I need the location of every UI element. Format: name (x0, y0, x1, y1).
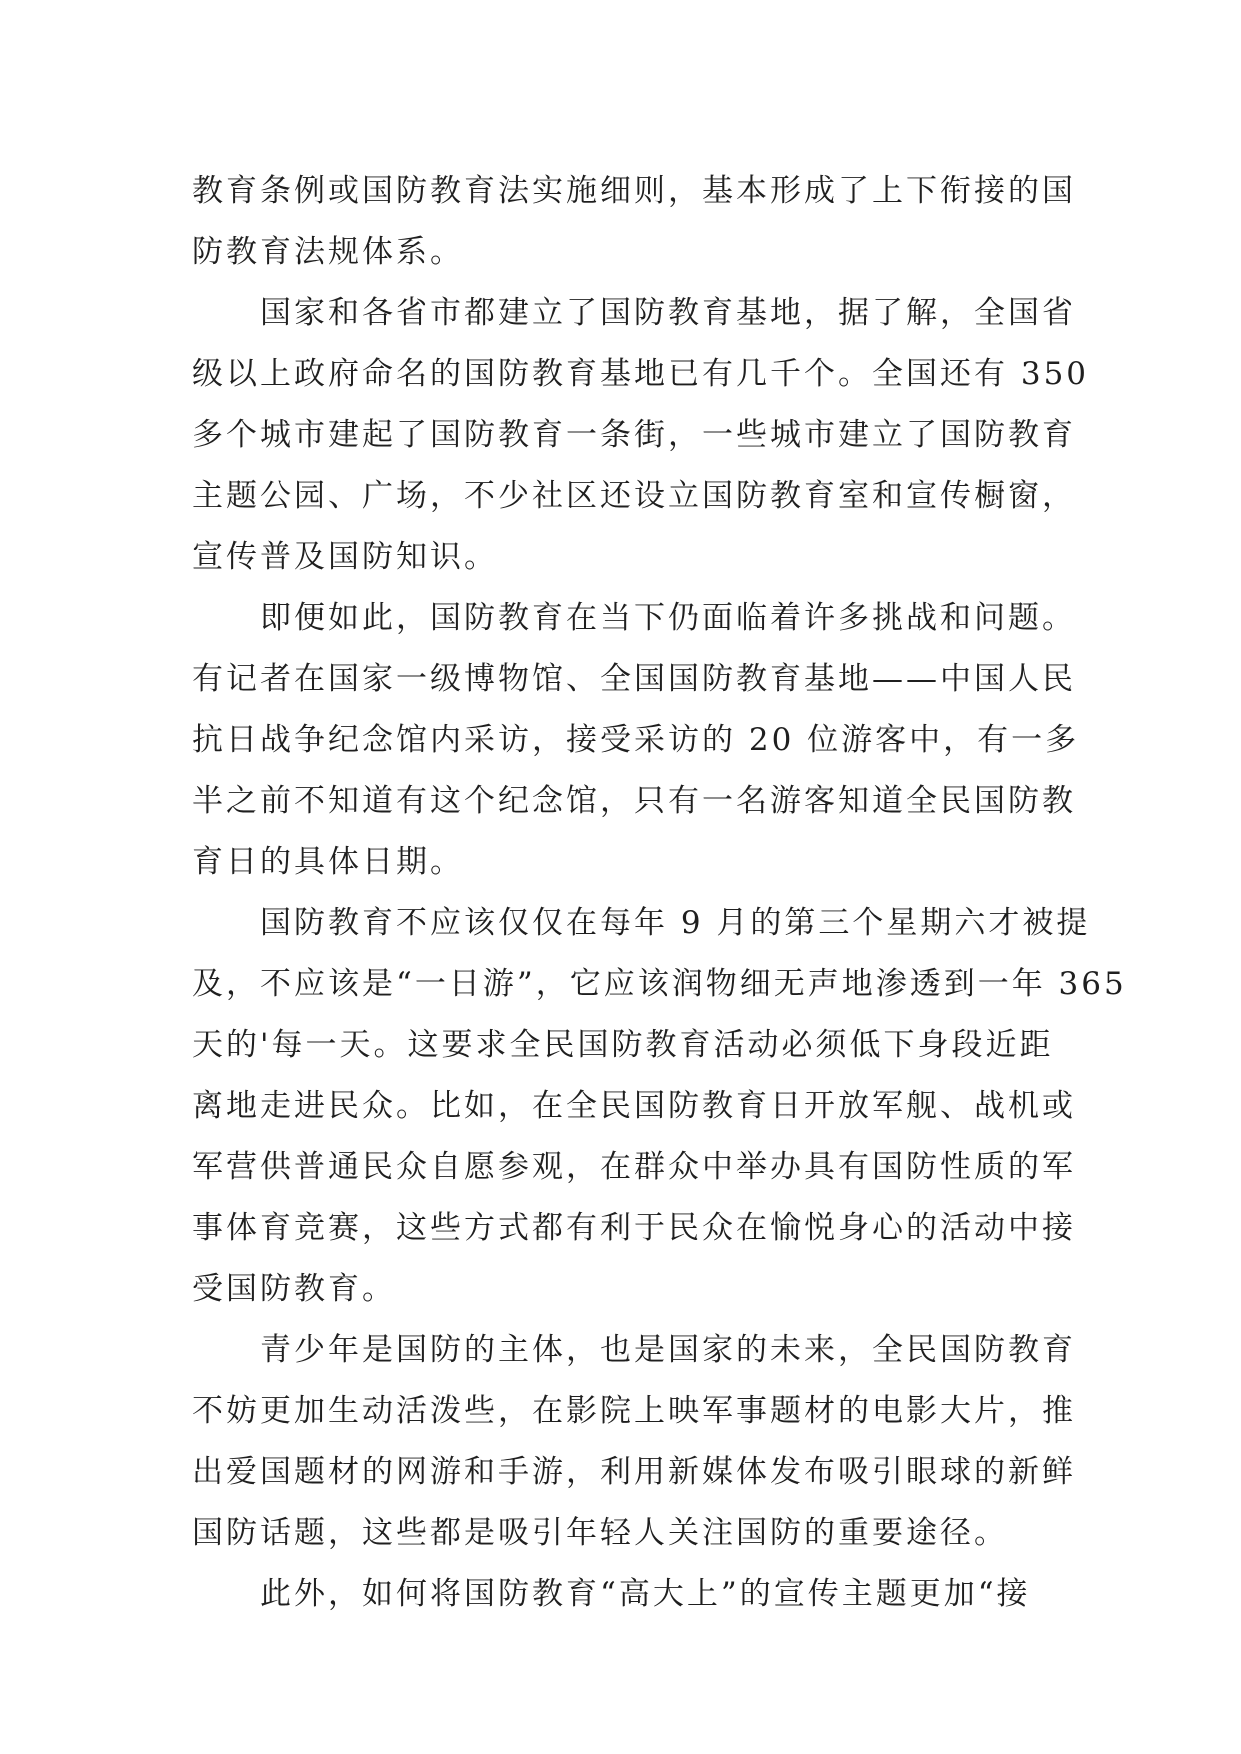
text-line: 离地走进民众。比如，在全民国防教育日开放军舰、战机或 (192, 1088, 1076, 1124)
text-line: 事体育竞赛，这些方式都有利于民众在愉悦身心的活动中接 (192, 1210, 1076, 1246)
text-line: 半之前不知道有这个纪念馆，只有一名游客知道全民国防教 (192, 783, 1076, 819)
text-line: 国防话题，这些都是吸引年轻人关注国防的重要途径。 (192, 1515, 1008, 1551)
text-line: 国家和各省市都建立了国防教育基地，据了解，全国省 (192, 295, 1076, 331)
text-line: 国防教育不应该仅仅在每年 9 月的第三个星期六才被提 (192, 905, 1091, 941)
text-line: 抗日战争纪念馆内采访，接受采访的 20 位游客中，有一多 (192, 722, 1080, 758)
text-line: 防教育法规体系。 (192, 234, 464, 270)
text-line: 即便如此，国防教育在当下仍面临着许多挑战和问题。 (192, 600, 1076, 636)
text-line: 出爱国题材的网游和手游，利用新媒体发布吸引眼球的新鲜 (192, 1454, 1076, 1490)
text-line: 受国防教育。 (192, 1271, 396, 1307)
body-text (192, 161, 1127, 1625)
text-line: 此外，如何将国防教育“高大上”的宣传主题更加“接 (192, 1576, 1031, 1612)
text-line: 不妨更加生动活泼些，在影院上映军事题材的电影大片，推 (192, 1393, 1076, 1429)
text-line: 有记者在国家一级博物馆、全国国防教育基地——中国人民 (192, 661, 1076, 697)
text-line: 宣传普及国防知识。 (192, 539, 498, 575)
text-line: 及，不应该是“一日游”，它应该润物细无声地渗透到一年 365 (192, 966, 1127, 1002)
text-line: 教育条例或国防教育法实施细则，基本形成了上下衔接的国 (192, 173, 1076, 209)
text-line: 级以上政府命名的国防教育基地已有几千个。全国还有 350 (192, 356, 1090, 392)
text-line: 军营供普通民众自愿参观，在群众中举办具有国防性质的军 (192, 1149, 1076, 1185)
text-line: 青少年是国防的主体，也是国家的未来，全民国防教育 (192, 1332, 1076, 1368)
text-line: 天的'每一天。这要求全民国防教育活动必须低下身段近距 (192, 1027, 1054, 1063)
text-line: 育日的具体日期。 (192, 844, 464, 880)
text-line: 主题公园、广场，不少社区还设立国防教育室和宣传橱窗， (192, 478, 1076, 514)
text-line: 多个城市建起了国防教育一条街，一些城市建立了国防教育 (192, 417, 1076, 453)
